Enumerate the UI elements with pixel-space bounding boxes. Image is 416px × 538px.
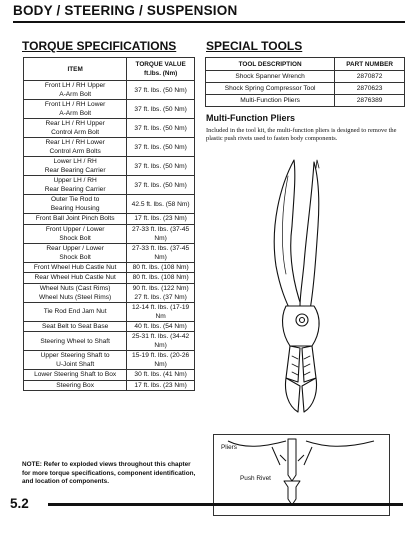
cell-line: 37 ft. lbs. (50 Nm)	[134, 86, 187, 94]
torque-value-cell	[127, 351, 195, 370]
pliers-illustration	[242, 156, 382, 428]
tool-row	[206, 83, 405, 95]
torque-item-cell	[24, 100, 127, 119]
cell-line: 37 ft. lbs. (50 Nm)	[134, 124, 187, 132]
cell-line: Control Arm Bolts	[49, 148, 101, 155]
tool-part-cell: 2870872	[335, 71, 405, 83]
cell-line: 37 ft. lbs. (50 Nm)	[134, 162, 187, 170]
torque-value-cell	[127, 332, 195, 351]
torque-item-cell	[24, 214, 127, 225]
torque-value-cell	[127, 273, 195, 284]
torque-item-cell	[24, 273, 127, 284]
cell-line: Shock Bolt	[59, 253, 91, 261]
cell-line: Front Ball Joint Pinch Bolts	[35, 215, 115, 223]
torque-section-title: TORQUE SPECIFICATIONS	[22, 39, 177, 53]
torque-value-cell	[127, 243, 195, 262]
cell-line: Shock Bolt	[59, 234, 91, 242]
torque-value-cell	[127, 283, 195, 302]
torque-item-cell	[24, 81, 127, 100]
tool-part-cell: 2876389	[335, 95, 405, 107]
torque-item-cell	[24, 138, 127, 157]
torque-value-cell	[127, 157, 195, 176]
torque-row	[24, 224, 195, 243]
cell-line: A-Arm Bolt	[59, 110, 92, 117]
pliers-subtitle: Multi-Function Pliers	[206, 113, 295, 123]
page-number: 5.2	[10, 496, 29, 511]
torque-item-cell	[24, 262, 127, 273]
cell-line: 37 ft. lbs. (50 Nm)	[134, 105, 187, 113]
torque-row	[24, 273, 195, 284]
torque-item-cell	[24, 302, 127, 321]
torque-value-cell	[127, 176, 195, 195]
torque-value-cell	[127, 224, 195, 243]
cell-line: Front Wheel Hub Castle Nut	[33, 263, 117, 271]
torque-row	[24, 380, 195, 391]
torque-item-cell	[24, 321, 127, 332]
tool-desc-cell: Shock Spring Compressor Tool	[206, 83, 335, 95]
torque-value-cell	[127, 195, 195, 214]
cell-line: Outer Tie Rod to	[50, 196, 100, 203]
tools-col-desc: TOOL DESCRIPTION	[206, 58, 335, 71]
torque-item-cell	[24, 332, 127, 351]
cell-line: 17 ft. lbs. (23 Nm)	[134, 215, 187, 223]
cell-line: 42.5 ft. lbs. (58 Nm)	[131, 200, 190, 208]
torque-row	[24, 370, 195, 381]
cell-line: Front LH / RH Upper	[44, 82, 106, 89]
cell-line: Lower Steering Shaft to Box	[34, 371, 117, 379]
torque-row	[24, 283, 195, 302]
pliers-description: Included in the tool kit, the multi-function pliers is designed to remove the plastic push rivets used to fasten body components.	[206, 127, 397, 142]
torque-col-item: ITEM	[24, 58, 127, 81]
torque-table-header	[24, 58, 195, 81]
torque-item-cell	[24, 195, 127, 214]
torque-row	[24, 321, 195, 332]
cell-line: A-Arm Bolt	[59, 91, 92, 98]
tool-row	[206, 71, 405, 83]
torque-value-cell	[127, 302, 195, 321]
torque-col-value: TORQUE VALUE ft.lbs. (Nm)	[127, 58, 195, 81]
torque-row	[24, 176, 195, 195]
torque-row	[24, 138, 195, 157]
torque-row	[24, 243, 195, 262]
torque-value-cell	[127, 370, 195, 381]
torque-row	[24, 81, 195, 100]
cell-line: Wheel Nuts (Cast Rims)	[39, 284, 111, 292]
torque-row	[24, 195, 195, 214]
cell-line: 40 ft. lbs. (54 Nm)	[134, 322, 187, 330]
cell-line: Bearing Housing	[50, 205, 100, 212]
cell-line: Rear LH / RH Lower	[45, 139, 105, 146]
page-header-title: BODY / STEERING / SUSPENSION	[13, 3, 238, 18]
torque-value-cell	[127, 138, 195, 157]
cell-line: Rear LH / RH Upper	[45, 120, 105, 127]
cell-line: Rear Bearing Carrier	[44, 167, 106, 174]
cell-line: 37 ft. lbs. (50 Nm)	[134, 143, 187, 151]
torque-item-cell	[24, 224, 127, 243]
cell-line: 15-19 ft. lbs. (20-26 Nm)	[132, 352, 190, 368]
cell-line: Seat Belt to Seat Base	[41, 322, 109, 330]
cell-line: Lower LH / RH	[53, 158, 97, 165]
torque-value-cell	[127, 262, 195, 273]
tools-table-header	[206, 58, 405, 71]
cell-line: Tie Rod End Jam Nut	[43, 308, 107, 315]
cell-line: 80 ft. lbs. (108 Nm)	[132, 274, 189, 282]
torque-table	[23, 57, 195, 391]
label-pliers: Pliers	[221, 444, 237, 451]
cell-line: Upper Steering Shaft to	[40, 352, 110, 359]
torque-row	[24, 332, 195, 351]
cell-line: 37 ft. lbs. (50 Nm)	[134, 181, 187, 189]
cell-line: 27-33 ft. lbs. (37-45 Nm)	[132, 244, 190, 261]
cell-line: 27 ft. lbs. (37 Nm)	[134, 293, 187, 301]
cell-line: 25-31 ft. lbs. (34-42 Nm)	[132, 333, 190, 349]
header-rule	[13, 21, 405, 23]
torque-value-cell	[127, 119, 195, 138]
cell-line: Front LH / RH Lower	[44, 101, 106, 108]
torque-item-cell	[24, 283, 127, 302]
torque-row	[24, 119, 195, 138]
torque-row	[24, 157, 195, 176]
tools-col-part: PART NUMBER	[335, 58, 405, 71]
cell-line: 12-14 ft. lbs. (17-19 Nm	[132, 303, 190, 320]
label-push-rivet: Push Rivet	[240, 475, 271, 482]
cell-line: 17 ft. lbs. (23 Nm)	[134, 381, 187, 389]
cell-line: Steering Box	[56, 381, 95, 389]
torque-value-cell	[127, 321, 195, 332]
torque-value-cell	[127, 81, 195, 100]
footer-rule	[48, 503, 403, 506]
cell-line: Front Upper / Lower	[45, 225, 105, 233]
torque-item-cell	[24, 370, 127, 381]
torque-row	[24, 214, 195, 225]
tools-section-title: SPECIAL TOOLS	[206, 39, 303, 53]
torque-row	[24, 351, 195, 370]
cell-line: U-Joint Shaft	[56, 361, 95, 368]
cell-line: 90 ft. lbs. (122 Nm)	[132, 284, 189, 292]
tool-desc-cell: Multi-Function Pliers	[206, 95, 335, 107]
cell-line: 27-33 ft. lbs. (37-45 Nm)	[132, 225, 190, 242]
torque-item-cell	[24, 380, 127, 391]
cell-line: Rear Wheel Hub Castle Nut	[34, 274, 116, 282]
torque-row	[24, 262, 195, 273]
torque-item-cell	[24, 157, 127, 176]
torque-row	[24, 100, 195, 119]
cell-line: Upper LH / RH	[53, 177, 97, 184]
tool-row	[206, 95, 405, 107]
torque-item-cell	[24, 119, 127, 138]
torque-item-cell	[24, 176, 127, 195]
torque-note: NOTE: Refer to exploded views throughout this chapter for more torque specifications, component identification, and location of components.	[22, 461, 196, 485]
cell-line: Control Arm Bolt	[51, 129, 100, 136]
cell-line: 30 ft. lbs. (41 Nm)	[134, 371, 187, 379]
torque-item-cell	[24, 243, 127, 262]
tools-table	[205, 57, 405, 107]
cell-line: 80 ft. lbs. (108 Nm)	[132, 263, 189, 271]
cell-line: Wheel Nuts (Steel Rims)	[39, 293, 112, 301]
torque-value-cell	[127, 214, 195, 225]
torque-value-cell	[127, 100, 195, 119]
cell-line: Rear Upper / Lower	[46, 244, 104, 252]
torque-item-cell	[24, 351, 127, 370]
tool-desc-cell: Shock Spanner Wrench	[206, 71, 335, 83]
cell-line: Rear Bearing Carrier	[44, 186, 106, 193]
torque-row	[24, 302, 195, 321]
tool-part-cell: 2870623	[335, 83, 405, 95]
cell-line: Steering Wheel to Shaft	[40, 337, 110, 345]
torque-value-cell	[127, 380, 195, 391]
